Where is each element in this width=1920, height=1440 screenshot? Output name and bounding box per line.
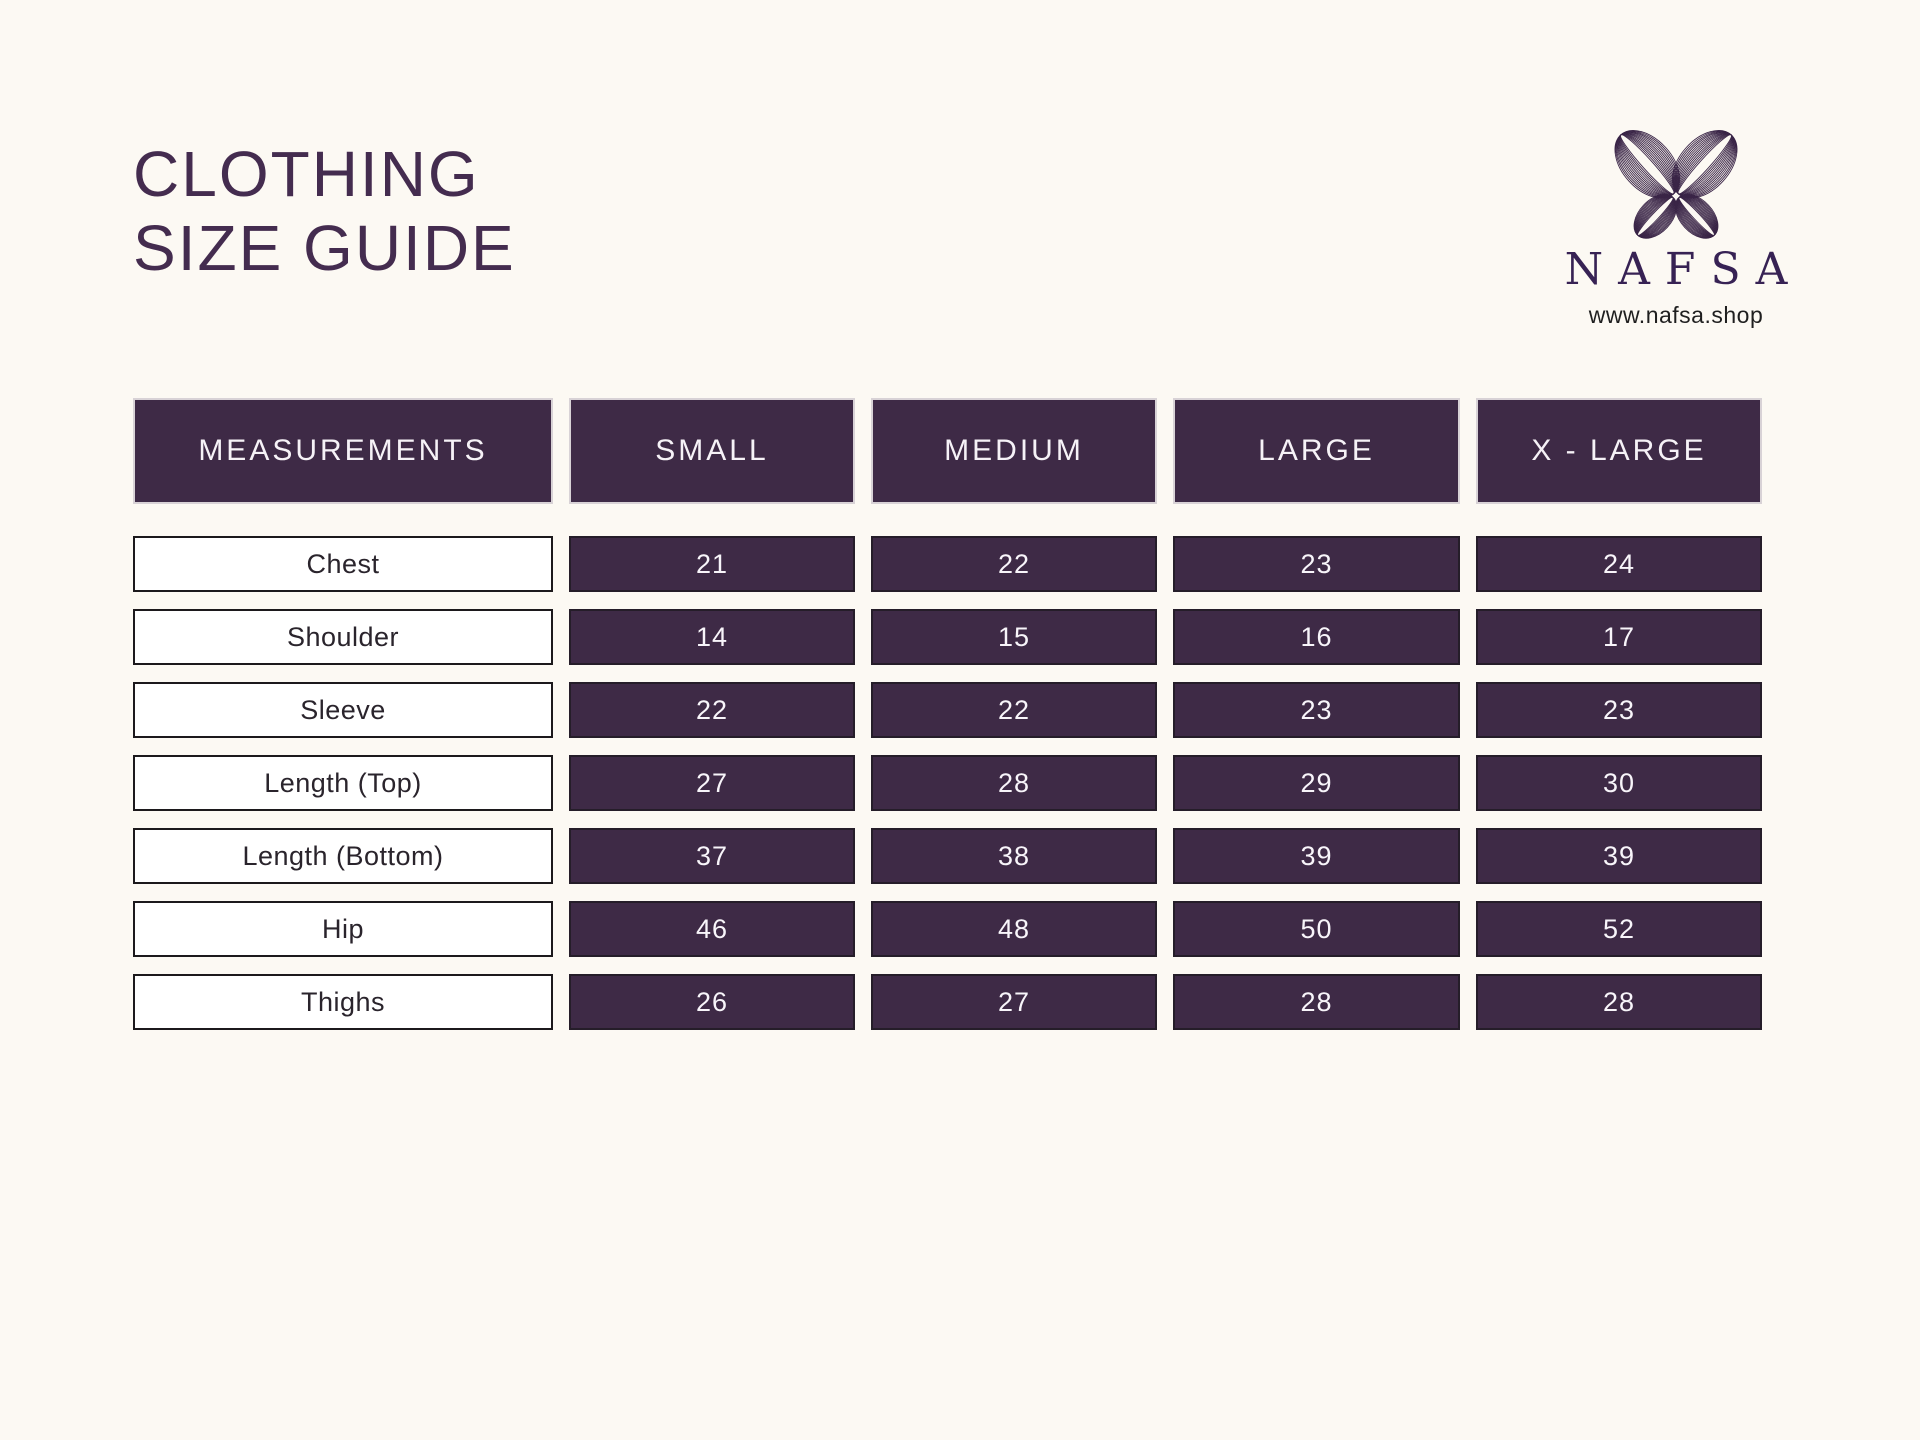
column-header-xlarge: X - LARGE (1476, 398, 1762, 504)
row-label-cell: Chest (133, 536, 553, 592)
row-label-cell: Length (Top) (133, 755, 553, 811)
size-value-cell: 21 (569, 536, 855, 592)
size-value-cell: 22 (871, 536, 1157, 592)
row-label-cell: Length (Bottom) (133, 828, 553, 884)
table-row-length-bottom (133, 828, 1763, 884)
brand-website: www.nafsa.shop (1588, 302, 1764, 328)
size-value-cell: 48 (871, 901, 1157, 957)
page-title-line2: SIZE GUIDE (133, 212, 516, 284)
size-value-cell: 14 (569, 609, 855, 665)
butterfly-logo-icon (1600, 122, 1752, 244)
size-value-cell: 28 (871, 755, 1157, 811)
brand-name: NAFSA (1564, 244, 1803, 295)
page-title (133, 137, 516, 285)
table-row-sleeve (133, 682, 1763, 738)
size-value-cell: 16 (1173, 609, 1460, 665)
size-value-cell: 27 (871, 974, 1157, 1030)
table-header-row (133, 398, 1763, 504)
size-value-cell: 50 (1173, 901, 1460, 957)
size-value-cell: 39 (1173, 828, 1460, 884)
table-row-shoulder (133, 609, 1763, 665)
size-value-cell: 29 (1173, 755, 1460, 811)
size-value-cell: 28 (1476, 974, 1762, 1030)
size-value-cell: 46 (569, 901, 855, 957)
size-value-cell: 38 (871, 828, 1157, 884)
size-value-cell: 27 (569, 755, 855, 811)
page-title-line1: CLOTHING (133, 138, 480, 210)
brand-logo-block (1564, 122, 1803, 328)
table-row-length-top (133, 755, 1763, 811)
size-value-cell: 17 (1476, 609, 1762, 665)
table-body (133, 536, 1763, 1030)
row-label-cell: Hip (133, 901, 553, 957)
table-row-thighs (133, 974, 1763, 1030)
size-value-cell: 23 (1476, 682, 1762, 738)
size-value-cell: 26 (569, 974, 855, 1030)
row-label-cell: Shoulder (133, 609, 553, 665)
table-row-chest (133, 536, 1763, 592)
row-label-cell: Thighs (133, 974, 553, 1030)
column-header-medium: MEDIUM (871, 398, 1157, 504)
column-header-large: LARGE (1173, 398, 1460, 504)
table-row-hip (133, 901, 1763, 957)
size-guide-table (133, 398, 1763, 1030)
size-value-cell: 22 (871, 682, 1157, 738)
column-header-measurements: MEASUREMENTS (133, 398, 553, 504)
size-value-cell: 15 (871, 609, 1157, 665)
size-value-cell: 30 (1476, 755, 1762, 811)
size-value-cell: 28 (1173, 974, 1460, 1030)
row-label-cell: Sleeve (133, 682, 553, 738)
size-value-cell: 23 (1173, 682, 1460, 738)
size-value-cell: 39 (1476, 828, 1762, 884)
size-value-cell: 23 (1173, 536, 1460, 592)
size-value-cell: 24 (1476, 536, 1762, 592)
size-value-cell: 22 (569, 682, 855, 738)
column-header-small: SMALL (569, 398, 855, 504)
size-value-cell: 52 (1476, 901, 1762, 957)
size-value-cell: 37 (569, 828, 855, 884)
